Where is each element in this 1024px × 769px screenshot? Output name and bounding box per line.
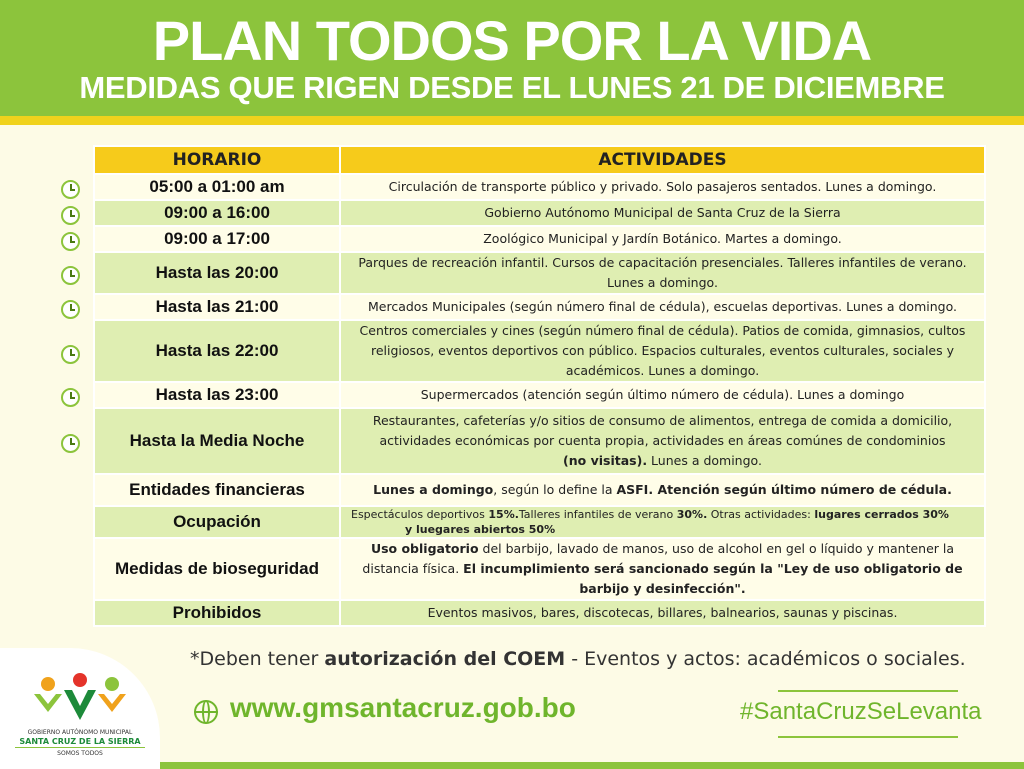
table-row — [94, 252, 985, 294]
table-row — [94, 474, 985, 506]
row-horario: Ocupación — [94, 506, 340, 538]
row-actividad: Eventos masivos, bares, discotecas, billares, balnearios, saunas y piscinas. — [340, 600, 985, 626]
schedule-table — [93, 145, 986, 627]
bio-part1: Uso obligatorio — [370, 541, 479, 556]
row-horario: Hasta las 22:00 — [94, 320, 340, 382]
note-bold: autorización del COEM — [324, 648, 566, 670]
row-actividad: Circulación de transporte público y privado. Solo pasajeros sentados. Lunes a domingo. — [340, 174, 985, 200]
bio-part3: El incumplimiento será sancionado según la "Ley de uso obligatorio de barbijo y desinfección". — [463, 561, 963, 596]
table-row — [94, 408, 985, 474]
ocu-part2: 15%. — [488, 508, 519, 521]
hashtag-line-top — [778, 690, 958, 692]
table-row — [94, 382, 985, 408]
logo-divider — [15, 747, 145, 748]
row-horario: 05:00 a 01:00 am — [94, 174, 340, 200]
fin-part4: Atención según último número de cédula. — [653, 482, 952, 497]
row-actividad-bold: (no visitas). — [563, 453, 648, 468]
row-actividad-text: Restaurantes, cafeterías y/o sitios de consumo de alimentos, entrega de comida a domicilio, actividades económicas por cuenta propia, actividades en áreas comúnes de condominios — [372, 413, 953, 448]
table-row — [94, 174, 985, 200]
row-horario: Hasta la Media Noche — [94, 408, 340, 474]
table-row — [94, 200, 985, 226]
row-actividad — [340, 506, 985, 538]
page-subtitle: MEDIDAS QUE RIGEN DESDE EL LUNES 21 DE DICIEMBRE — [79, 70, 945, 105]
table-row — [94, 538, 985, 600]
note-pre: *Deben tener — [190, 648, 325, 670]
municipal-logo-icon — [28, 672, 132, 728]
row-horario: Medidas de bioseguridad — [94, 538, 340, 600]
table-row — [94, 226, 985, 252]
col-header-actividades: ACTIVIDADES — [340, 146, 985, 174]
clock-icon — [61, 206, 80, 225]
clock-icon — [61, 345, 80, 364]
clock-icon — [61, 434, 80, 453]
row-horario: 09:00 a 17:00 — [94, 226, 340, 252]
row-actividad: Parques de recreación infantil. Cursos de capacitación presenciales. Talleres infantiles de verano. Lunes a domingo. — [340, 252, 985, 294]
table-row — [94, 600, 985, 626]
row-horario: Hasta las 23:00 — [94, 382, 340, 408]
header-stripe — [0, 116, 1024, 125]
globe-icon — [194, 700, 218, 724]
clock-icon — [61, 388, 80, 407]
row-actividad-tail: Lunes a domingo. — [647, 453, 762, 468]
ocu-part1: Espectáculos deportivos — [351, 508, 489, 521]
row-horario: Hasta las 20:00 — [94, 252, 340, 294]
logo-line3: SOMOS TODOS — [57, 750, 103, 757]
clock-icon — [61, 180, 80, 199]
row-actividad: Mercados Municipales (según número final de cédula), escuelas deportivas. Lunes a domingo. — [340, 294, 985, 320]
clock-icon — [61, 266, 80, 285]
bio-part2: del barbijo, lavado de manos, uso de alcohol en gel o líquido y mantener la distancia física. — [362, 541, 955, 576]
page-title: PLAN TODOS POR LA VIDA — [152, 9, 872, 72]
row-actividad — [340, 408, 985, 474]
note-post: - Eventos y actos: académicos o sociales. — [565, 648, 966, 670]
clock-icon — [61, 232, 80, 251]
row-actividad: Zoológico Municipal y Jardín Botánico. Martes a domingo. — [340, 226, 985, 252]
fin-part1: Lunes a domingo — [373, 482, 494, 497]
logo-line2: SANTA CRUZ DE LA SIERRA — [19, 737, 141, 746]
table-row — [94, 320, 985, 382]
website-link[interactable]: www.gmsantacruz.gob.bo — [230, 692, 576, 723]
logo-line1: GOBIERNO AUTÓNOMO MUNICIPAL — [27, 729, 133, 736]
table-row — [94, 294, 985, 320]
hashtag-line-bottom — [778, 736, 958, 738]
row-horario: 09:00 a 16:00 — [94, 200, 340, 226]
fin-part2: , según lo define la — [493, 482, 617, 497]
clock-icon — [61, 300, 80, 319]
hashtag: #SantaCruzSeLevanta — [740, 698, 982, 725]
row-actividad: Supermercados (atención según último número de cédula). Lunes a domingo — [340, 382, 985, 408]
ocu-part6: lugares cerrados 30% — [814, 508, 949, 521]
ocu-part7: y luegares abiertos 50% — [405, 523, 556, 536]
row-horario: Hasta las 21:00 — [94, 294, 340, 320]
ocu-part5: Otras actividades: — [707, 508, 815, 521]
row-actividad — [340, 538, 985, 600]
ocu-part3: Talleres infantiles de verano — [518, 508, 677, 521]
row-horario: Prohibidos — [94, 600, 340, 626]
row-actividad — [340, 474, 985, 506]
fin-part3: ASFI. — [616, 482, 654, 497]
table-header-row — [94, 146, 985, 174]
bottom-strip — [160, 762, 1024, 769]
row-actividad: Centros comerciales y cines (según número final de cédula). Patios de comida, gimnasios, cultos religiosos, eventos deportivos con público. Espacios culturales, eventos culturales, sociales y académicos. Lunes a domingo. — [340, 320, 985, 382]
col-header-horario: HORARIO — [94, 146, 340, 174]
ocu-part4: 30%. — [676, 508, 708, 521]
row-actividad: Gobierno Autónomo Municipal de Santa Cruz de la Sierra — [340, 200, 985, 226]
coem-note — [190, 648, 966, 670]
row-horario: Entidades financieras — [94, 474, 340, 506]
table-row — [94, 506, 985, 538]
